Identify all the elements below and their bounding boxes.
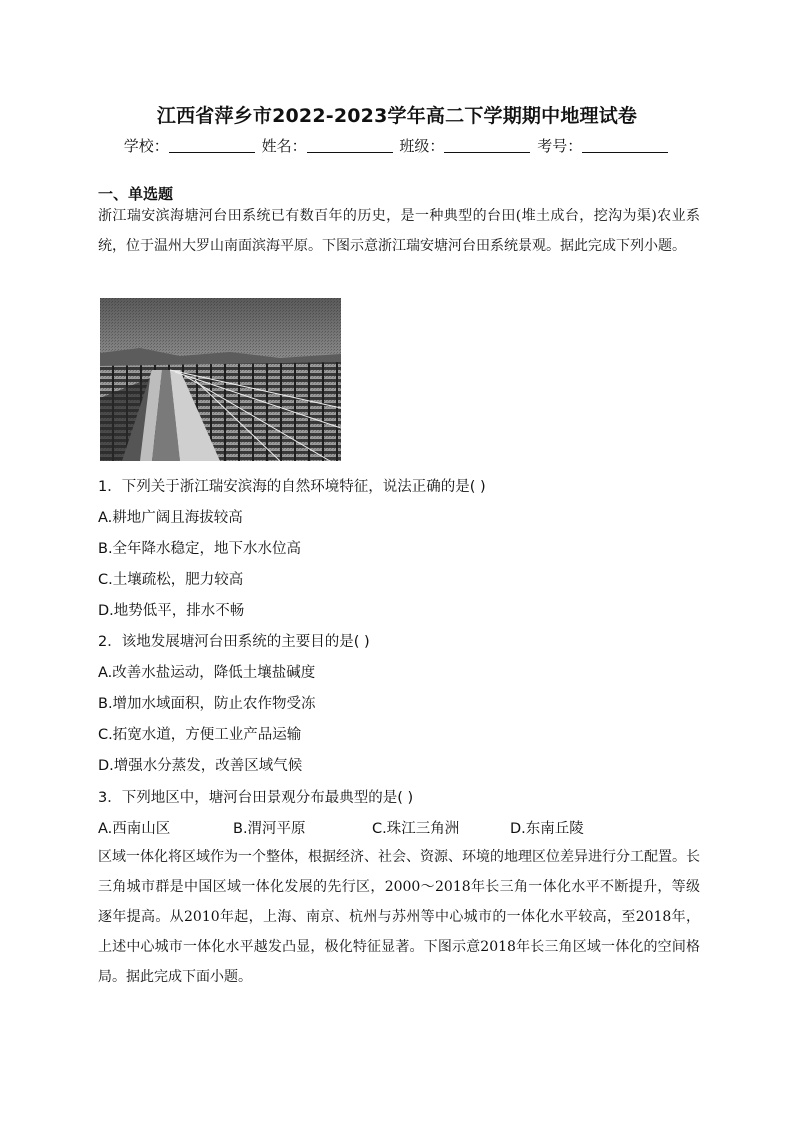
- question-2: 2．该地发展塘河台田系统的主要目的是( ): [98, 634, 370, 650]
- q3-option-c[interactable]: C.珠江三角洲: [372, 821, 460, 837]
- number-blank[interactable]: [582, 138, 668, 153]
- name-blank[interactable]: [307, 138, 393, 153]
- student-info-line: [0, 135, 794, 156]
- question-1: 1．下列关于浙江瑞安滨海的自然环境特征，说法正确的是( ): [98, 479, 486, 495]
- section-heading: 一、单选题: [98, 185, 174, 203]
- q3-option-d[interactable]: D.东南丘陵: [510, 821, 584, 837]
- q3-options-row: [0, 817, 794, 837]
- school-blank[interactable]: [169, 138, 255, 153]
- number-label: 考号：: [537, 137, 583, 155]
- class-blank[interactable]: [444, 138, 530, 153]
- terrace-field-photo: [100, 298, 341, 461]
- q2-option-d[interactable]: D.增强水分蒸发，改善区域气候: [98, 758, 303, 774]
- q1-option-b[interactable]: B.全年降水稳定，地下水水位高: [98, 541, 302, 557]
- exam-title: 江西省萍乡市2022-2023学年高二下学期期中地理试卷: [156, 105, 638, 127]
- passage-2: 区域一体化将区域作为一个整体，根据经济、社会、资源、环境的地理区位差异进行分工配置。长三角城市群是中国区域一体化发展的先行区，2000～2018年长三角一体化水平不断提升，等级逐年提高。从2010年起，上海、南京、杭州与苏州等中心城市的一体化水平较高，至2018年，上述中心城市一体化水平越发凸显，极化特征显著。下图示意2018年长三角区域一体化的空间格局。据此完成下面小题。: [98, 849, 700, 985]
- q1-option-c[interactable]: C.土壤疏松，肥力较高: [98, 572, 244, 588]
- q2-option-b[interactable]: B.增加水域面积，防止农作物受冻: [98, 696, 316, 712]
- school-label: 学校：: [123, 137, 169, 155]
- question-3: 3．下列地区中，塘河台田景观分布最典型的是( ): [98, 790, 414, 806]
- q3-option-a[interactable]: A.西南山区: [98, 821, 171, 837]
- name-label: 姓名：: [261, 137, 307, 155]
- q1-option-a[interactable]: A.耕地广阔且海拔较高: [98, 510, 243, 526]
- q1-option-d[interactable]: D.地势低平，排水不畅: [98, 603, 245, 619]
- passage-1: 浙江瑞安滨海塘河台田系统已有数百年的历史，是一种典型的台田(堆土成台，挖沟为渠)农业系统，位于温州大罗山南面滨海平原。下图示意浙江瑞安塘河台田系统景观。据此完成下列小题。: [98, 208, 700, 254]
- q2-option-a[interactable]: A.改善水盐运动，降低土壤盐碱度: [98, 665, 316, 681]
- q2-option-c[interactable]: C.拓宽水道，方便工业产品运输: [98, 727, 302, 743]
- q3-option-b[interactable]: B.渭河平原: [233, 821, 306, 837]
- class-label: 班级：: [399, 137, 445, 155]
